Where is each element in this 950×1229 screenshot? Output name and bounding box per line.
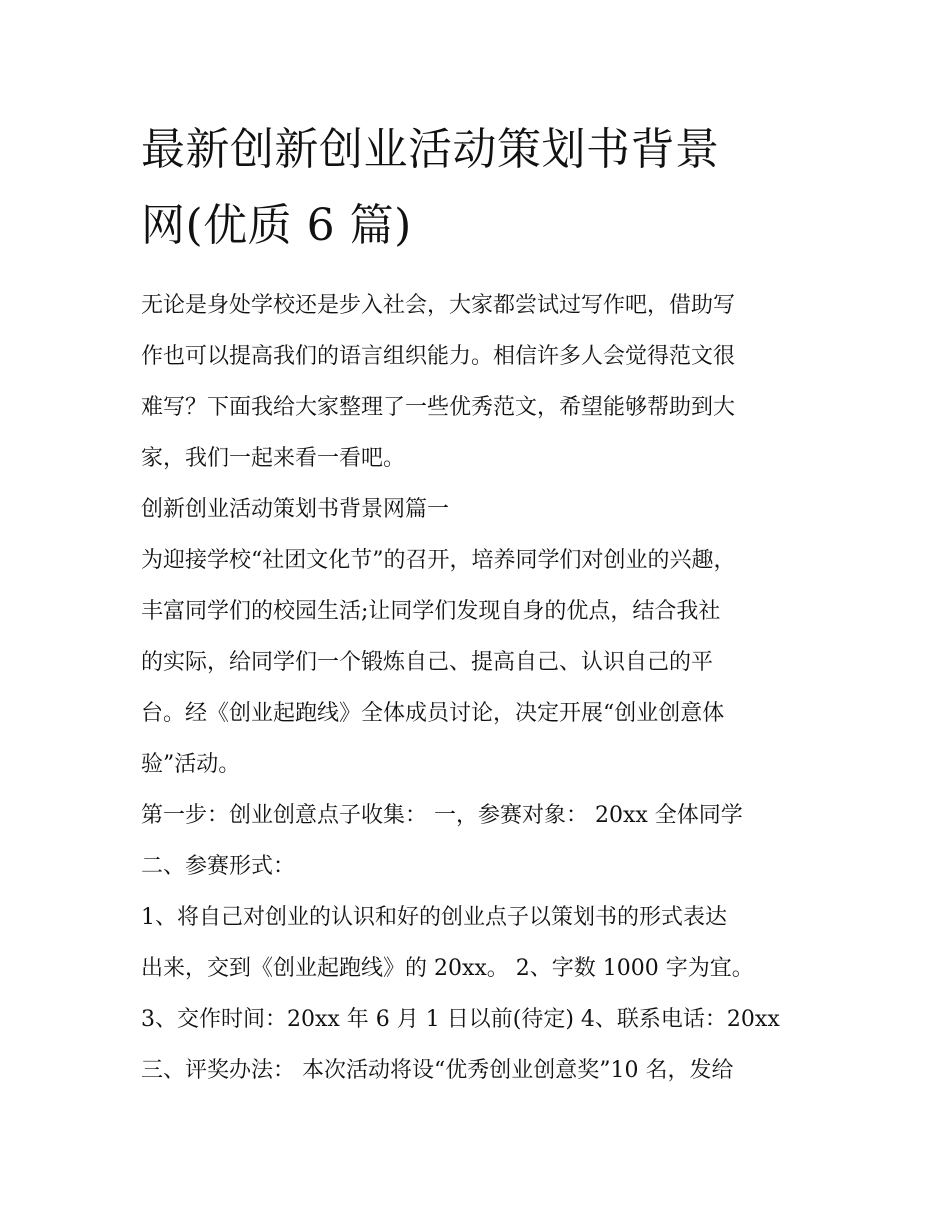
section-heading: 创新创业活动策划书背景网篇一 (141, 497, 450, 522)
body-line: 二、参赛形式： (141, 854, 296, 879)
title-line: 网(优质 6 篇) (141, 200, 412, 251)
document-content (141, 112, 821, 1096)
body-line: 的实际，给同学们一个锻炼自己、提高自己、认识自己的平 (141, 650, 714, 675)
document-title (141, 112, 821, 264)
document-body (141, 280, 821, 1096)
body-line: 无论是身处学校还是步入社会，大家都尝试过写作吧，借助写 (141, 293, 736, 318)
body-line: 三、评奖办法： 本次活动将设“优秀创业创意奖”10 名，发给 (141, 1058, 734, 1083)
body-line: 家，我们一起来看一看吧。 (141, 446, 406, 471)
body-line: 为迎接学校“社团文化节”的召开，培养同学们对创业的兴趣， (141, 548, 736, 573)
title-line: 最新创新创业活动策划书背景 (141, 124, 720, 175)
body-line: 台。经《创业起跑线》全体成员讨论，决定开展“创业创意体 (141, 701, 725, 726)
body-line: 难写？下面我给大家整理了一些优秀范文，希望能够帮助到大 (141, 395, 736, 420)
body-line: 验”活动。 (141, 752, 241, 777)
body-line: 出来，交到《创业起跑线》的 20xx。 2、字数 1000 字为宜。 (141, 956, 754, 981)
body-line: 丰富同学们的校园生活;让同学们发现自身的优点，结合我社 (141, 599, 721, 624)
body-line: 1、将自己对创业的认识和好的创业点子以策划书的形式表达 (141, 905, 727, 930)
body-line: 3、交作时间：20xx 年 6 月 1 日以前(待定) 4、联系电话：20xx (141, 1007, 780, 1032)
body-line: 第一步：创业创意点子收集： 一，参赛对象： 20xx 全体同学 (141, 803, 743, 828)
body-line: 作也可以提高我们的语言组织能力。相信许多人会觉得范文很 (141, 344, 736, 369)
